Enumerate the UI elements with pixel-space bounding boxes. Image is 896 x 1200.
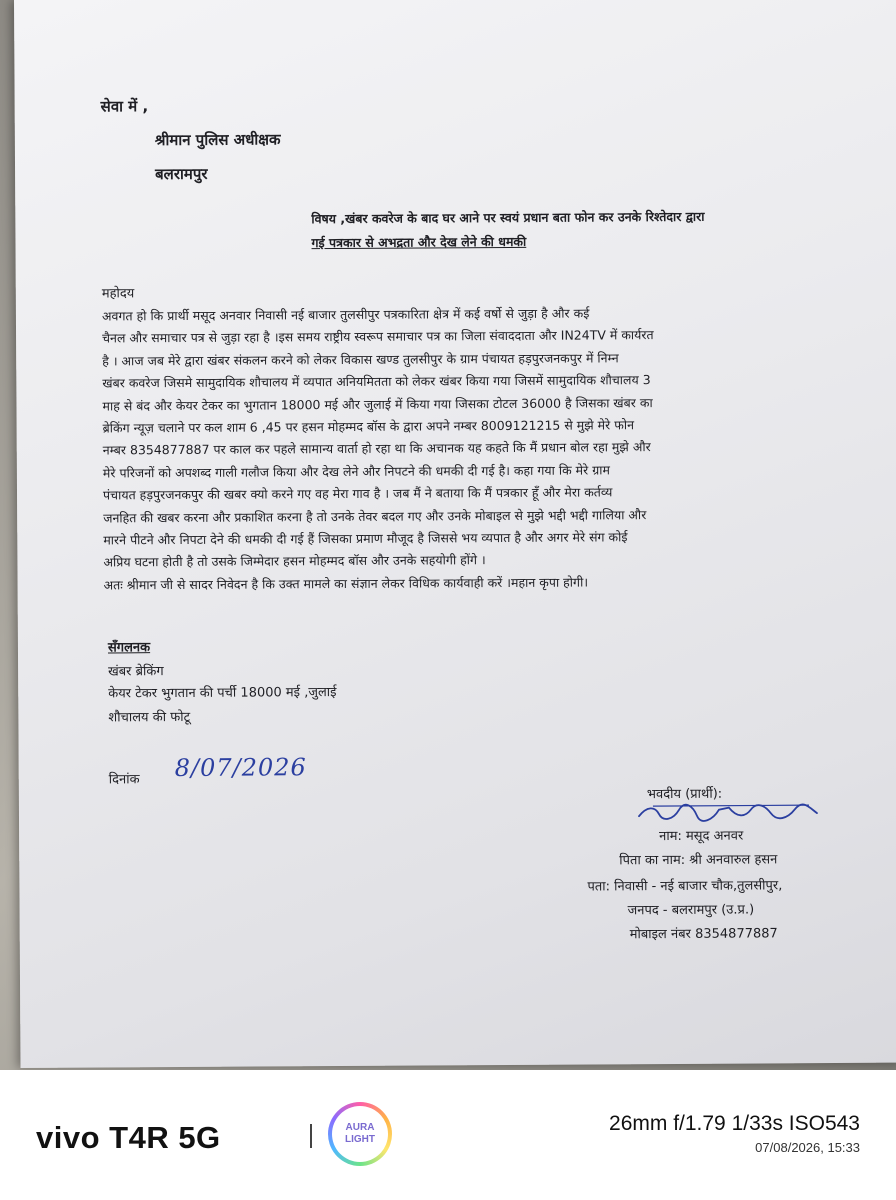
signature-scribble [633,801,823,824]
recipient-place: बलरामपुर [155,164,208,184]
salutation: महोदय [101,286,135,302]
body-line: ब्रेकिंग न्यूज़ चलाने पर कल शाम 6 ,45 पर हसन मोहम्मद बॉस के द्वारा अपने नम्बर 8009121215 से मुझे मेरे फोन [102,417,635,436]
body-line: अवगत हो कि प्रार्थी मसूद अनवार निवासी नई बाजार तुलसीपुर पत्रकारिता क्षेत्र में कई वर्षो से जुड़ा है और कई [101,305,590,324]
aura-text-line-2: LIGHT [345,1134,375,1145]
aura-light-badge-icon [328,1102,392,1166]
annexure-item: केयर टेकर भुगतान की पर्ची 18000 मई ,जुलाई [108,685,337,702]
body-line: है । आज जब मेरे द्वारा खंबर संकलन करने को लेकर विकास खण्ड तुलसीपुर के ग्राम पंचायत हड़पुरजनकपुर में निम्न [102,350,619,369]
body-line: नम्बर 8354877887 पर काल कर पहले सामान्य वार्ता हो रहा था कि अचानक यह कहते कि मैं प्रधान बोल रहा मुझे और [102,439,651,458]
body-line: मेरे परिजनों को अपशब्द गाली गलौज किया और देख लेने और निपटने की धमकी दी गई है। कहा गया कि मेरे ग्राम [102,462,611,481]
photo-timestamp: 07/08/2026, 15:33 [755,1140,860,1155]
sender-mobile: मोबाइल नंबर 8354877887 [629,926,778,943]
annexure-title: सँगलनक [107,640,151,656]
sender-name: नाम: मसूद अनवर [659,828,744,845]
signoff-label: भवदीय (प्रार्थी): [646,786,723,803]
body-line: मारने पीटने और निपटा देने की धमकी दी गई हैं जिसका प्रमाण मौजूद है जिससे भय व्यपात है और अगर मेरे संग कोई [103,529,628,548]
annexure-item: शौचालय की फोटू [108,709,191,726]
recipient-name: श्रीमान पुलिस अधीक्षक [154,130,281,150]
subject-line-1: विषय ,खंबर कवरेज के बाद घर आने पर स्वयं प्रधान बता फोन कर उनके रिश्तेदार द्वारा [311,208,705,227]
body-line: जनहित की खबर करना और प्रकाशित करना है तो उनके तेवर बदल गए और उनके मोबाइल से मुझे भद्दी भद्दी गालिया और [103,506,647,525]
brand-separator [310,1124,312,1148]
handwritten-date: 8/07/2026 [174,753,307,783]
aura-text-line-1: AURA [345,1122,375,1133]
sender-father-name: पिता का नाम: श्री अनवारुल हसन [619,852,778,869]
letter-paper [14,0,896,1068]
camera-specs: 26mm f/1.79 1/33s ISO543 [609,1112,860,1135]
subject-line-2: गई पत्रकार से अभद्रता और देख लेने की धमकी [311,233,527,251]
date-label: दिनांक [108,772,140,788]
letter-body [102,301,864,597]
annexure-item: खंबर ब्रेकिंग [108,664,164,680]
aura-light-badge-inner [332,1106,388,1162]
camera-brand: vivo T4R 5G [36,1120,221,1155]
body-line: चैनल और समाचार पत्र से जुड़ा रहा है ।इस समय राष्ट्रीय स्वरूप समाचार पत्र का जिला संवाददाता और IN24TV में कार्यरत [102,327,654,346]
body-line: खंबर कवरेज जिसमे सामुदायिक शौचालय में व्यपात अनियमितता को लेकर खंबर किया गया जिसमें सामुदायिक शौचालय 3 [102,372,651,391]
body-line: माह से बंद और केयर टेकर का भुगतान 18000 मई और जुलाई में किया गया जिसका टोटल 36000 है जिसका खंबर का [102,394,653,414]
letter-content [14,0,896,1068]
recipient-label: सेवा में , [100,97,149,116]
body-line: अप्रिय घटना होती है तो उसके जिम्मेदार हसन मोहम्मद बॉस और उनके सहयोगी होंगे । [103,552,486,570]
sender-address-line-2: जनपद - बलरामपुर (उ.प्र.) [627,902,755,919]
sender-address-line-1: पता: निवासी - नई बाजार चौक,तुलसीपुर, [587,878,783,895]
body-line: पंचायत हड़पुरजनकपुर की खबर क्यो करने गए वह मेरा गाव है । जब मैं ने बताया कि मैं पत्रकार हूँ और मेरा कर्तव्य [102,484,613,503]
body-line: अतः श्रीमान जी से सादर निवेदन है कि उक्त मामले का संज्ञान लेकर विधिक कार्यवाही करें ।महान कृपा होगी। [103,574,589,593]
